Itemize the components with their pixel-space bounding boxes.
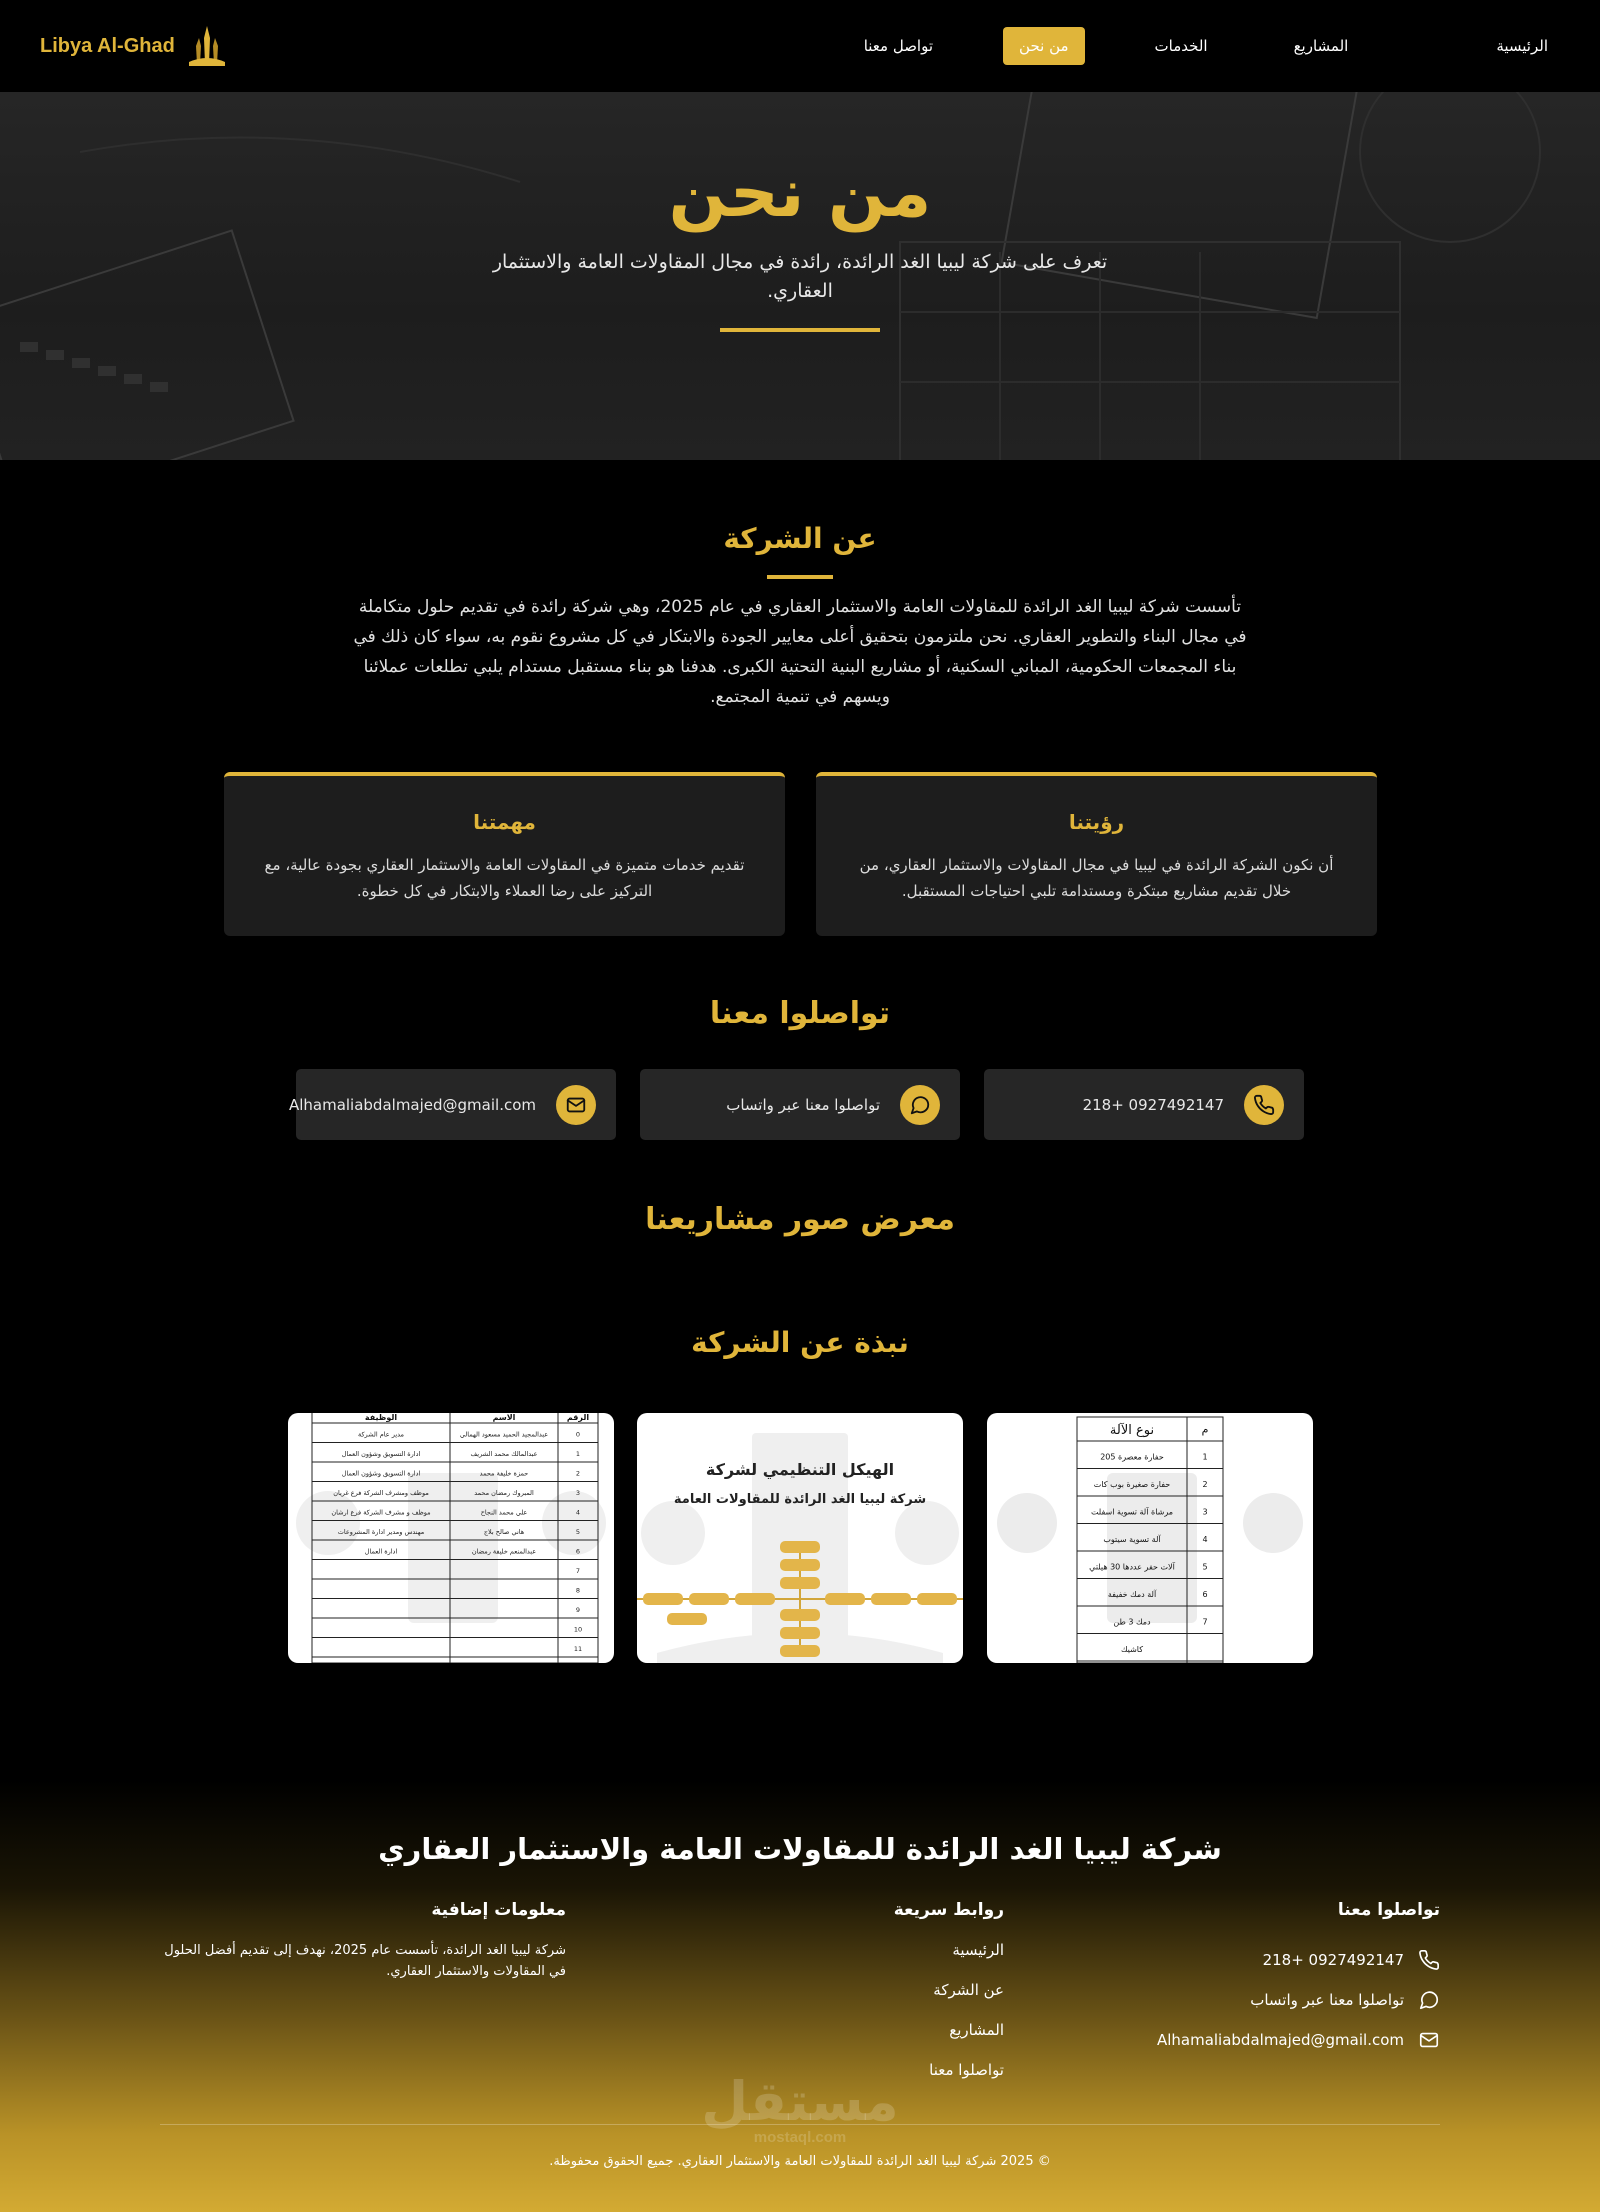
nav-link-home[interactable]: الرئيسية (1496, 37, 1548, 55)
contact-phone-text: 218+ 0927492147 (1082, 1095, 1224, 1114)
staff-cell-num: 1 (575, 1450, 581, 1458)
watermark-text: مستقل (701, 2070, 899, 2133)
staff-header-num: الرقم (566, 1413, 590, 1422)
footer-link-projects[interactable]: المشاريع (949, 2021, 1004, 2039)
nav-link-services[interactable]: الخدمات (1154, 37, 1208, 55)
equipment-cell-type: آلة تسوية سيتوب (1103, 1535, 1161, 1544)
equipment-cell-type: مرشاة آلة تسوية اسفلت (1090, 1507, 1174, 1517)
staff-cell-num: 7 (575, 1567, 581, 1575)
staff-cell-role: ادارة العمال (364, 1547, 398, 1556)
footer-whatsapp-text: تواصلوا معنا عبر واتساب (1250, 1991, 1404, 2009)
hero-divider (720, 328, 880, 332)
hero-section (0, 92, 1600, 460)
staff-cell-num: 5 (575, 1528, 581, 1536)
footer-copyright: © 2025 شركة ليبيا الغد الرائدة للمقاولات العامة والاستثمار العقاري. جميع الحقوق محفوظة. (549, 2154, 1051, 2169)
equipment-cell-type: آلة دمك خفيفة (1107, 1590, 1157, 1599)
org-chart-subtitle: شركة ليبيا الغد الرائدة للمقاولات العامة (673, 1492, 927, 1507)
equipment-table-image (987, 1413, 1313, 1663)
nav-link-projects[interactable]: المشاريع (1293, 37, 1349, 55)
equipment-cell-type: دمك 3 طن (1113, 1617, 1151, 1627)
staff-cell-num: 0 (575, 1430, 581, 1439)
equipment-cell-num: 6 (1202, 1590, 1208, 1599)
staff-cell-num: 8 (575, 1586, 581, 1595)
footer-link-about[interactable]: عن الشركة (933, 1981, 1004, 1999)
staff-cell-role: ادارة التسويق وشؤون العمال (341, 1450, 421, 1458)
staff-cell-role: موظف ومشرف الشركة فرع غريان (333, 1489, 429, 1497)
equipment-cell-type: كاشيك (1120, 1645, 1144, 1654)
staff-cell-num: 9 (575, 1606, 581, 1614)
footer-info-title: معلومات إضافية (431, 1900, 566, 1920)
mission-text: تقديم خدمات متميزة في المقاولات العامة والاستثمار العقاري بجودة عالية، مع التركيز على رضا العملاء والابتكار في كل خطوة. (264, 856, 745, 900)
equipment-cell-num: 5 (1202, 1562, 1208, 1572)
equipment-cell-num: 2 (1202, 1480, 1208, 1489)
staff-cell-name: حمزة خليفة محمد (479, 1469, 529, 1478)
hero-title: من نحن (668, 154, 932, 233)
equipment-cell-type: حفارة معصرة 205 (1100, 1452, 1164, 1462)
equipment-cell-num: 7 (1202, 1617, 1208, 1627)
footer-contact-title: تواصلوا معنا (1337, 1900, 1440, 1920)
mission-card (224, 772, 785, 936)
staff-header-role: الوظيفة (364, 1413, 398, 1422)
footer-title: شركة ليبيا الغد الرائدة للمقاولات العامة والاستثمار العقاري (378, 1832, 1222, 1866)
vision-text: أن نكون الشركة الرائدة في ليبيا في مجال المقاولات والاستثمار العقاري، من خلال تقديم مشاريع مبتكرة ومستدامة تلبي احتياجات المستقبل. (859, 856, 1334, 900)
staff-cell-num: 4 (575, 1508, 581, 1517)
staff-cell-num: 10 (573, 1625, 583, 1634)
whatsapp-icon (1418, 1989, 1440, 2011)
top-navbar (0, 0, 1600, 92)
staff-cell-num: 11 (573, 1645, 583, 1653)
mail-icon (1418, 2029, 1440, 2051)
about-title: عن الشركة (723, 522, 877, 555)
footer-phone[interactable] (1140, 1940, 1440, 1980)
brand[interactable] (40, 24, 227, 68)
equipment-cell-num: 4 (1202, 1535, 1208, 1544)
equipment-cell-num: 1 (1202, 1452, 1208, 1462)
watermark-sub: mostaql.com (753, 2129, 847, 2146)
equipment-cell-type: حفارة صغيرة بوب كات (1093, 1480, 1171, 1489)
footer-divider (160, 2124, 1440, 2125)
brand-name: Libya Al-Ghad (40, 34, 175, 57)
footer (0, 1780, 1600, 2212)
staff-cell-role: ادارة التسويق وشؤون العمال (341, 1469, 421, 1478)
equipment-cell-num: 3 (1202, 1507, 1208, 1517)
nav-link-contact[interactable]: تواصل معنا (863, 37, 934, 55)
footer-phone-text: 218+ 0927492147 (1262, 1951, 1404, 1969)
staff-cell-role: مهندس ومدير ادارة المشروعات (337, 1528, 425, 1536)
footer-contact-column (1140, 1900, 1440, 2060)
phone-icon (1244, 1085, 1284, 1125)
brief-image-equipment[interactable] (987, 1413, 1313, 1663)
equipment-header-num: م (1201, 1423, 1209, 1436)
mission-title: مهمتنا (473, 810, 536, 834)
contact-email-text: Alhamaliabdalmajed@gmail.com (288, 1095, 536, 1114)
mostaql-watermark (700, 2070, 900, 2146)
org-chart-title: الهيكل التنظيمي لشركة (705, 1460, 895, 1479)
staff-cell-name: علي محمد النجاح (480, 1508, 528, 1517)
staff-cell-name: عبدالمالك محمد الشريف (470, 1450, 538, 1458)
about-divider (767, 575, 833, 579)
nav-menu (848, 27, 1564, 65)
contact-whatsapp-text: تواصلوا معنا عبر واتساب (726, 1095, 880, 1114)
brief-image-staff[interactable] (288, 1413, 614, 1663)
staff-cell-num: 6 (575, 1547, 581, 1556)
gallery-title: معرض صور مشاريعنا (645, 1202, 955, 1237)
org-chart-image (637, 1413, 963, 1663)
phone-icon (1418, 1949, 1440, 1971)
footer-whatsapp[interactable] (1140, 1980, 1440, 2020)
footer-info-text: شركة ليبيا الغد الرائدة، تأسست عام 2025، نهدف إلى تقديم أفضل الحلول في المقاولات والاستثمار العقاري. (164, 1943, 566, 1979)
staff-cell-name: هاني صالح بلاج (483, 1528, 525, 1536)
footer-email[interactable] (1140, 2020, 1440, 2060)
brief-title: نبذة عن الشركة (691, 1326, 909, 1359)
staff-cell-num: 2 (575, 1469, 581, 1478)
hero-subtitle: تعرف على شركة ليبيا الغد الرائدة، رائدة في مجال المقاولات العامة والاستثمار العقاري. (492, 251, 1108, 302)
staff-table-image (288, 1413, 614, 1663)
staff-cell-role: موظف و مشرف الشركة فرع ارشان (331, 1508, 431, 1517)
contact-phone[interactable] (984, 1069, 1304, 1140)
brief-image-org-chart[interactable] (637, 1413, 963, 1663)
nav-link-about[interactable]: من نحن (1003, 27, 1085, 65)
footer-link-contact[interactable]: تواصلوا معنا (929, 2061, 1004, 2079)
staff-header-name: الاسم (492, 1413, 516, 1422)
staff-cell-name: عبدالمجيد الحميد مسعود الهمالي (459, 1430, 549, 1439)
vision-card (816, 772, 1377, 936)
staff-cell-num: 3 (575, 1489, 581, 1497)
equipment-cell-type: آلات حفر عددها 30 هيلتي (1089, 1562, 1175, 1572)
staff-cell-role: مدير عام الشركة (357, 1430, 405, 1439)
footer-links-title: روابط سريعة (893, 1900, 1004, 1920)
about-text: تأسست شركة ليبيا الغد الرائدة للمقاولات العامة والاستثمار العقاري في عام 2025، وهي شركة رائدة في تقديم حلول متكاملة في مجال البناء والتطوير العقاري. نحن ملتزمون بتحقيق أعلى معايير الجودة والابتكار في كل مشروع نقوم به، سواء كان ذلك في بناء المجمعات الحكومية، المباني السكنية، أو مشاريع البنية التحتية الكبرى. هدفنا هو بناء مستقبل مستدام يلبي تطلعات عملائنا ويسهم في تنمية المجتمع. (353, 597, 1247, 707)
contact-title: تواصلوا معنا (709, 996, 891, 1031)
whatsapp-icon (900, 1085, 940, 1125)
brand-logo-icon (187, 24, 227, 68)
contact-email[interactable] (288, 1069, 616, 1140)
mail-icon (556, 1085, 596, 1125)
vision-title: رؤيتنا (1068, 810, 1125, 834)
staff-cell-name: المبروك رمضان محمد (474, 1489, 534, 1497)
footer-link-home[interactable]: الرئيسية (952, 1941, 1004, 1959)
contact-whatsapp[interactable] (640, 1069, 960, 1140)
staff-cell-name: عبدالمنعم خليفة رمضان (471, 1547, 537, 1556)
equipment-header-type: نوع الآلة (1109, 1423, 1155, 1438)
footer-email-text: Alhamaliabdalmajed@gmail.com (1156, 2031, 1404, 2049)
footer-info-column (160, 1900, 566, 1982)
